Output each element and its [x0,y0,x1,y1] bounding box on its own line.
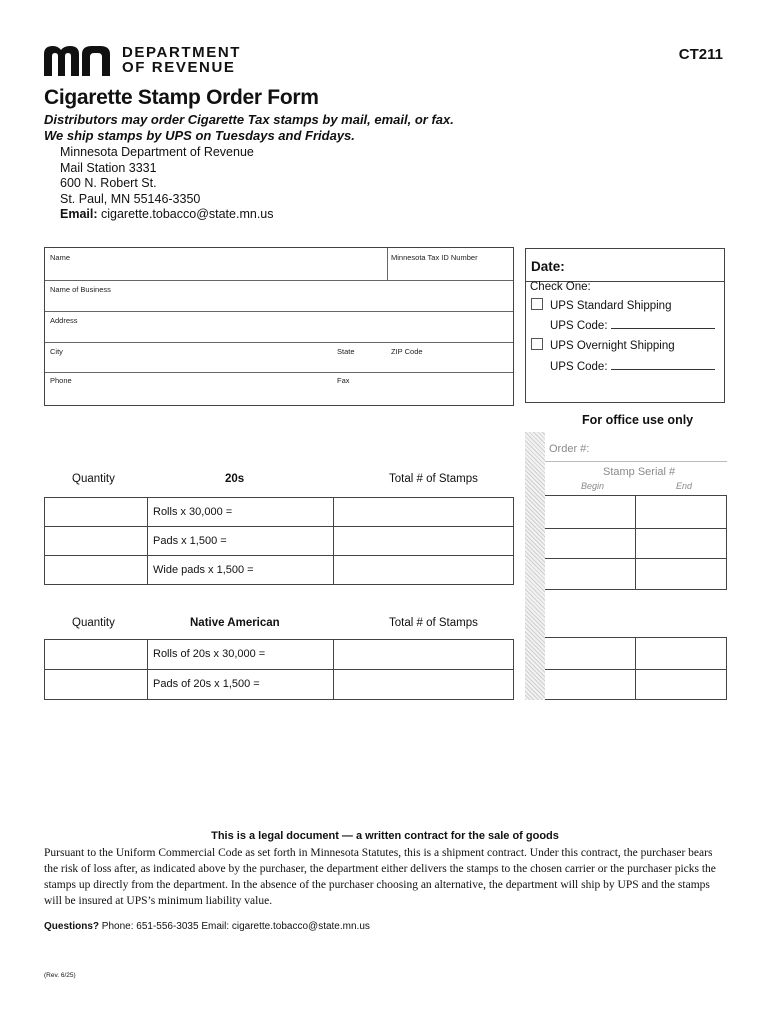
ups-code-input-2[interactable] [611,359,715,370]
date-field[interactable] [526,249,724,282]
city-label: City [50,347,63,356]
t1-row-rolls: Rolls x 30,000 = [153,506,233,518]
check-one-label: Check One: [530,281,591,293]
serial-begin-label: Begin [581,481,605,491]
office-use-title: For office use only [582,413,694,427]
t2-qty-pads[interactable] [44,669,148,700]
phone-input[interactable] [46,385,332,404]
office-use-box [525,432,727,700]
mn-logo-icon [44,44,116,76]
date-label: Date: [531,259,565,274]
t2-total-header: Total # of Stamps [389,617,478,629]
logo-line2: OF REVENUE [122,59,236,76]
page-title: Cigarette Stamp Order Form [44,86,319,109]
t1-qty-pads[interactable] [44,526,148,556]
questions-line [44,921,370,932]
t1-label-cell [147,526,334,556]
ups-code-label-2: UPS Code: [550,361,608,373]
t1-total-header: Total # of Stamps [389,473,478,485]
t1-row-pads: Pads x 1,500 = [153,535,227,547]
t2-label-cell [147,639,334,670]
tax-id-input[interactable] [388,262,512,279]
stamp-serial-label: Stamp Serial # [603,466,676,478]
ups-standard-label: UPS Standard Shipping [550,300,672,312]
t1-qty-wide-pads[interactable] [44,555,148,585]
t2-total-pads[interactable] [333,669,514,700]
t2-label-cell [147,669,334,700]
t2-type-header: Native American [190,617,280,629]
subtitle-1: Distributors may order Cigarette Tax stamps by mail, email, or fax. [44,112,454,127]
subtitle-2: We ship stamps by UPS on Tuesdays and Fridays. [44,128,355,143]
contact-box [44,247,514,406]
serial-end-label: End [676,481,693,491]
t2-row-rolls: Rolls of 20s x 30,000 = [153,648,266,660]
t1-total-wide-pads[interactable] [333,555,514,585]
t1-total-rolls[interactable] [333,497,514,527]
t1-label-cell [147,555,334,585]
ups-code-row-1 [550,318,715,332]
office-stripe [525,432,545,700]
t1-total-pads[interactable] [333,526,514,556]
form-id: CT211 [678,46,723,63]
ups-overnight-checkbox[interactable] [531,338,543,350]
address-line4: St. Paul, MN 55146-3350 [60,192,201,206]
order-number-label: Order #: [549,443,590,455]
email-address: cigarette.tobacco@state.mn.us [101,207,274,221]
revision-date: (Rev. 6/25) [44,972,76,979]
shipping-box [525,248,725,403]
business-input[interactable] [46,294,512,310]
legal-heading: This is a legal document — a written contract for the sale of goods [211,830,559,842]
address-input[interactable] [46,325,512,341]
zip-label: ZIP Code [391,347,423,356]
address-line3: 600 N. Robert St. [60,176,157,190]
t2-total-rolls[interactable] [333,639,514,670]
mn-revenue-logo [44,44,244,80]
ups-code-input-1[interactable] [611,318,715,329]
t1-qty-header: Quantity [72,473,115,485]
state-input[interactable] [334,356,386,371]
ups-code-row-2 [550,359,715,373]
logo-line1: DEPARTMENT [122,44,242,61]
questions-contact: Phone: 651-556-3035 Email: cigarette.tobacco@state.mn.us [101,921,370,932]
fax-label: Fax [337,376,350,385]
state-label: State [337,347,355,356]
address-line1: Minnesota Department of Revenue [60,145,254,159]
ups-code-label-1: UPS Code: [550,320,608,332]
questions-label: Questions? [44,921,100,932]
address-label: Address [50,316,78,325]
legal-body: Pursuant to the Uniform Commercial Code as set forth in Minnesota Statutes, this is a shipment contract. Under this contract, the purchaser bears the risk of loss after, as indicated above by the purchaser, the department either delivers the stamps to the chosen carrier or the purchaser picks the stamps up directly from the department. In the absence of the purchaser choosing an alternative, the department will ship by UPS and the stamps will be insured at UPS’s minimum liability value. [44,847,716,907]
address-line2: Mail Station 3331 [60,161,157,175]
t1-row-wide-pads: Wide pads x 1,500 = [153,564,254,576]
name-label: Name [50,253,71,262]
t2-qty-header: Quantity [72,617,115,629]
ups-standard-checkbox[interactable] [531,298,543,310]
t2-row-pads: Pads of 20s x 1,500 = [153,678,260,690]
phone-label: Phone [50,376,72,385]
ups-overnight-label: UPS Overnight Shipping [550,340,675,352]
fax-input[interactable] [334,385,512,404]
t1-label-cell [147,497,334,527]
tax-id-label: Minnesota Tax ID Number [391,253,478,262]
zip-input[interactable] [388,356,512,371]
business-label: Name of Business [50,285,111,294]
email-line [60,207,274,221]
t1-qty-rolls[interactable] [44,497,148,527]
email-label: Email: [60,207,98,221]
city-input[interactable] [46,356,332,371]
name-input[interactable] [46,262,384,279]
t2-qty-rolls[interactable] [44,639,148,670]
t1-type-header: 20s [225,473,245,485]
